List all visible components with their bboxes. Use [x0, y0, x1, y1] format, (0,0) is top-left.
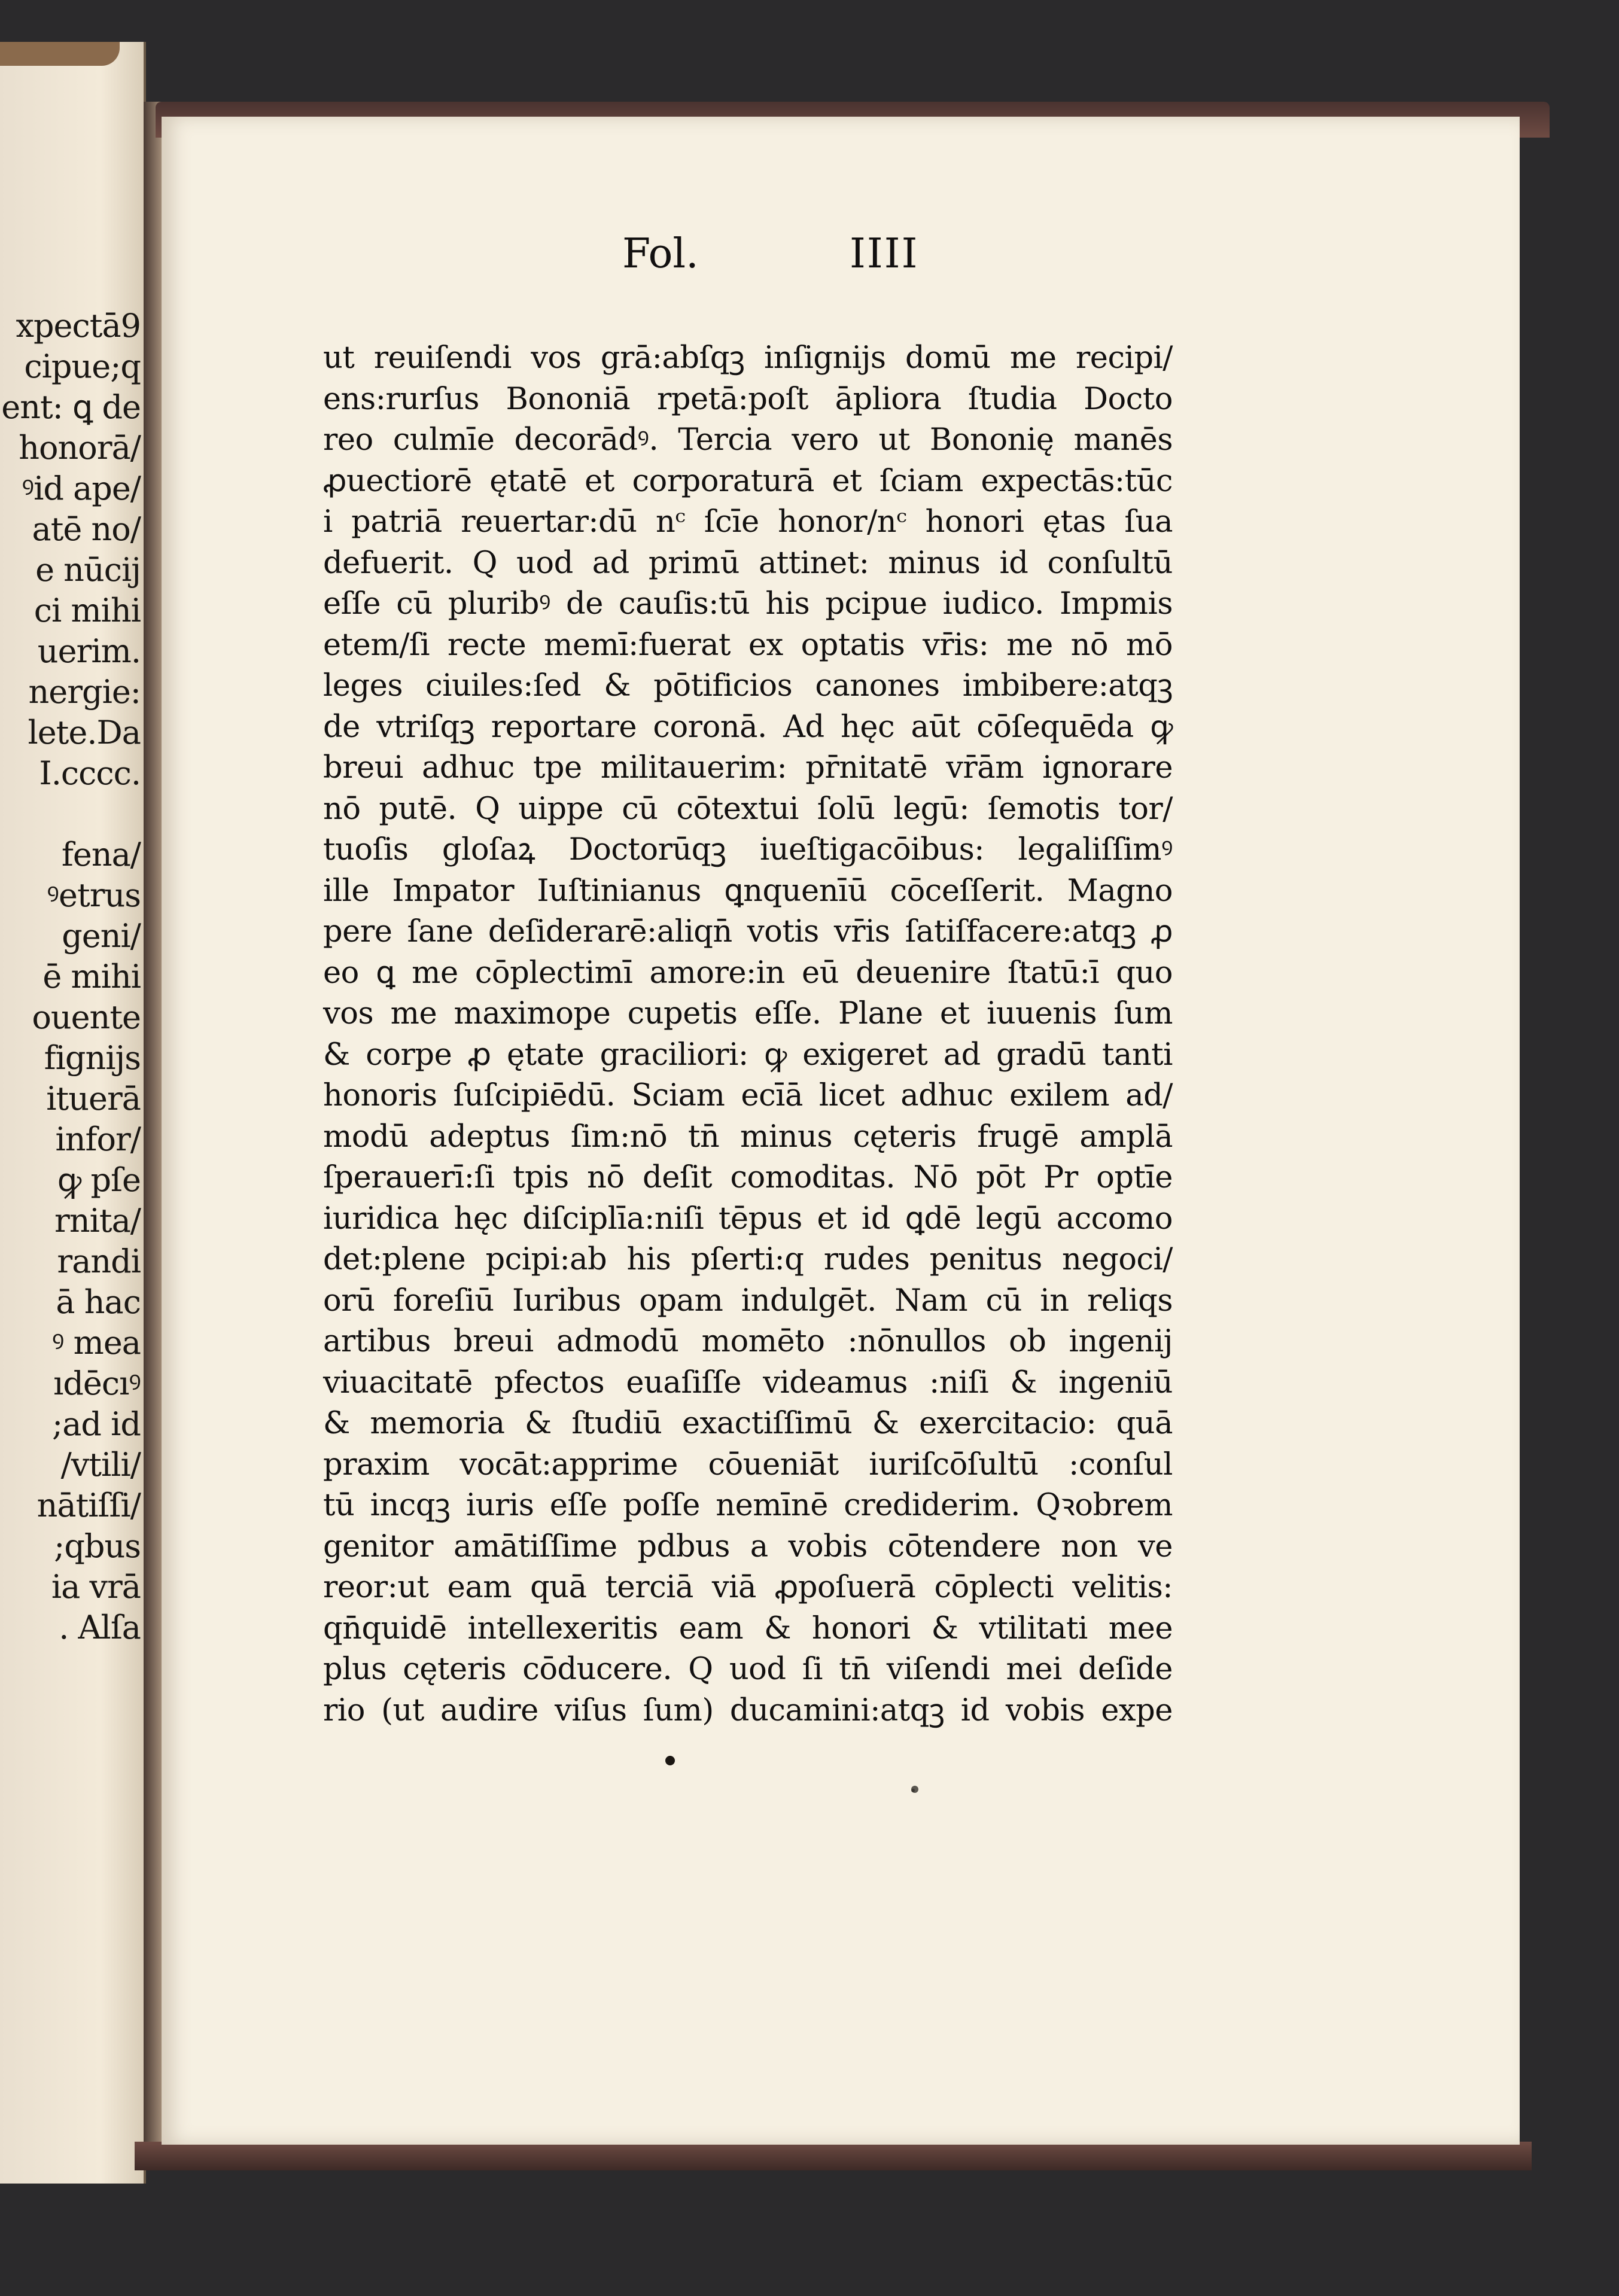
left-page-line: fena/ [61, 836, 141, 873]
left-page-line: /vtili/ [60, 1446, 141, 1484]
text-line: & corpe ꝓ ętate graciliori: ꝙ exigeret ad gradū tanti [323, 1037, 1173, 1073]
left-page-line: geni/ [62, 917, 141, 955]
left-page-line: I.cccc. [39, 754, 141, 792]
left-page-line: ia vrā [51, 1568, 141, 1606]
bottom-cover-edge [135, 2142, 1532, 2170]
text-line: ille Impator Iuſtinianus ꝗnquenīū cōceſſerit. Magno [323, 873, 1173, 909]
text-line: artibus breui admodū momēto :nōnullos ob ingenij [323, 1324, 1173, 1359]
left-page-line: randi [57, 1243, 141, 1280]
ink-speck [665, 1756, 675, 1765]
left-page-line: ꝙ pſe [57, 1161, 141, 1199]
text-line: etem/ſi recte memī:fuerat ex optatis vr̄is: me nō mō [323, 627, 1173, 663]
text-line: ſperauerī:ſi tpis nō deſit comoditas. Nō pōt Pr optīe [323, 1160, 1173, 1195]
left-page-line: honorā/ [19, 429, 141, 467]
text-line: i patriā reuertar:dū nᶜ ſcīe honor/nᶜ honori ętas ſua [323, 504, 1173, 540]
text-line: ens:rurſus Bononiā rpetā:poſt āpliora ſtudia Docto [323, 381, 1173, 417]
text-line: honoris ſuſcipiēdū. Sciam ecīā licet adhuc exilem ad/ [323, 1078, 1173, 1113]
text-line: iuridica hęc diſciplīa:niſi tēpus et id ꝗdē legū accomo [323, 1201, 1173, 1237]
text-line: eo ꝗ me cōplectimī amore:in eū deuenire ſtatū:ī quo [323, 955, 1173, 991]
left-page-line: e nūcij [35, 551, 141, 589]
text-line: tū incqꝫ iuris eſſe poſſe nemīnē crediderim. Qꝛobrem [323, 1488, 1173, 1523]
text-line: nō putē. Q uippe cū cōtextui ſolū legū: ſemotis tor/ [323, 791, 1173, 827]
left-page-line: fignijs [44, 1039, 141, 1077]
right-page [162, 117, 1520, 2145]
text-line: rio (ut audire viſus ſum) ducamini:atqꝫ id vobis expe [323, 1692, 1173, 1728]
text-line: ꝓuectiorē ętatē et corporaturā et ſciam expectās:tūc [323, 463, 1173, 499]
left-page-line: cipue;q [24, 348, 141, 385]
left-page-line: ituerā [46, 1080, 141, 1117]
left-page-line: xpectā9 [16, 307, 141, 345]
left-page-line: ıdēcıꝰ [53, 1365, 141, 1402]
left-page-line: ꝰ mea [51, 1324, 141, 1362]
left-page-line: ꝰid ape/ [22, 470, 141, 507]
left-page-line: uerim. [37, 632, 141, 670]
text-line: eſſe cū pluribꝰ de cauſis:tū his pcipue iudico. Impmis [323, 586, 1173, 622]
left-page-line: lete.Da [28, 714, 141, 751]
book-binding [144, 102, 162, 2154]
cover-edge [0, 42, 120, 66]
facing-left-page [0, 42, 146, 2184]
text-line: genitor amātiſſime pdbus a vobis cōtendere non ve [323, 1528, 1173, 1564]
text-line: reor:ut eam quā terciā viā ꝓpoſuerā cōplecti velitis: [323, 1570, 1173, 1605]
left-page-line: ē mihi [42, 958, 141, 995]
left-page-line: ent: ꝗ de [1, 388, 141, 426]
text-line: de vtriſqꝫ reportare coronā. Ad hęc aūt cōſequēda ꝙ [323, 709, 1173, 745]
left-page-line: . Alſa [59, 1609, 141, 1646]
text-line: breui adhuc tpe militauerim: pr̄nitatē vr̄ām ignorare [323, 750, 1173, 785]
text-line: praxim vocāt:apprime cōueniāt iuriſcōſultū :conſul [323, 1447, 1173, 1482]
text-line: leges ciuiles:ſed & pōtificios canones imbibere:atqꝫ [323, 668, 1173, 704]
text-line: defuerit. Q uod ad primū attinet: minus id conſultū [323, 545, 1173, 581]
left-page-line: ꝰetrus [47, 876, 141, 914]
left-page-line: atē no/ [32, 510, 141, 548]
folio-label: Fol. [622, 230, 699, 278]
ink-speck [911, 1789, 915, 1792]
text-line: tuoſis gloſaꝝ Doctorūqꝫ iueſtigacōibus: legaliſſimꝰ [323, 832, 1173, 867]
text-line: viuacitatē pfectos euaſiſſe videamus :niſi & ingeniū [323, 1365, 1173, 1400]
text-line: & memoria & ſtudiū exactiſſimū & exercitacio: quā [323, 1406, 1173, 1441]
left-page-line: ci mihi [34, 592, 141, 629]
body-text [323, 338, 1173, 1731]
text-line: reo culmīe decorādꝰ. Tercia vero ut Bononię manēs [323, 422, 1173, 458]
text-line: orū foreſiū Iuribus opam indulgēt. Nam cū in reliqs [323, 1283, 1173, 1318]
folio-number: IIII [850, 230, 919, 278]
left-page-line: infor/ [55, 1120, 141, 1158]
text-line: qn̄quidē intellexeritis eam & honori & vtilitati mee [323, 1610, 1173, 1646]
left-page-line: ;ad id [52, 1405, 141, 1443]
left-page-line: ā hac [56, 1283, 141, 1321]
text-line: plus cęteris cōducere. Q uod ſi tn̄ viſendi mei deſide [323, 1652, 1173, 1687]
left-page-line: ;qbus [54, 1527, 141, 1565]
left-page-line: rnita/ [54, 1202, 141, 1240]
left-page-line: nergie: [28, 673, 141, 711]
left-page-line: nātiſſi/ [36, 1487, 141, 1524]
text-line: pere ſane deſiderarē:aliqn̄ votis vr̄is ſatiſfacere:atqꝫ ꝓ [323, 914, 1173, 949]
text-line: modū adeptus ſim:nō tn̄ minus cęteris frugē amplā [323, 1119, 1173, 1155]
text-line: vos me maximope cupetis eſſe. Plane et iuuenis ſum [323, 996, 1173, 1031]
text-line: ut reuiſendi vos grā:abſqꝫ inſignijs domū me recipi/ [323, 340, 1173, 376]
left-page-line: ouente [32, 998, 141, 1036]
text-line: det:plene pcipi:ab his pſerti:q rudes penitus negoci/ [323, 1242, 1173, 1277]
